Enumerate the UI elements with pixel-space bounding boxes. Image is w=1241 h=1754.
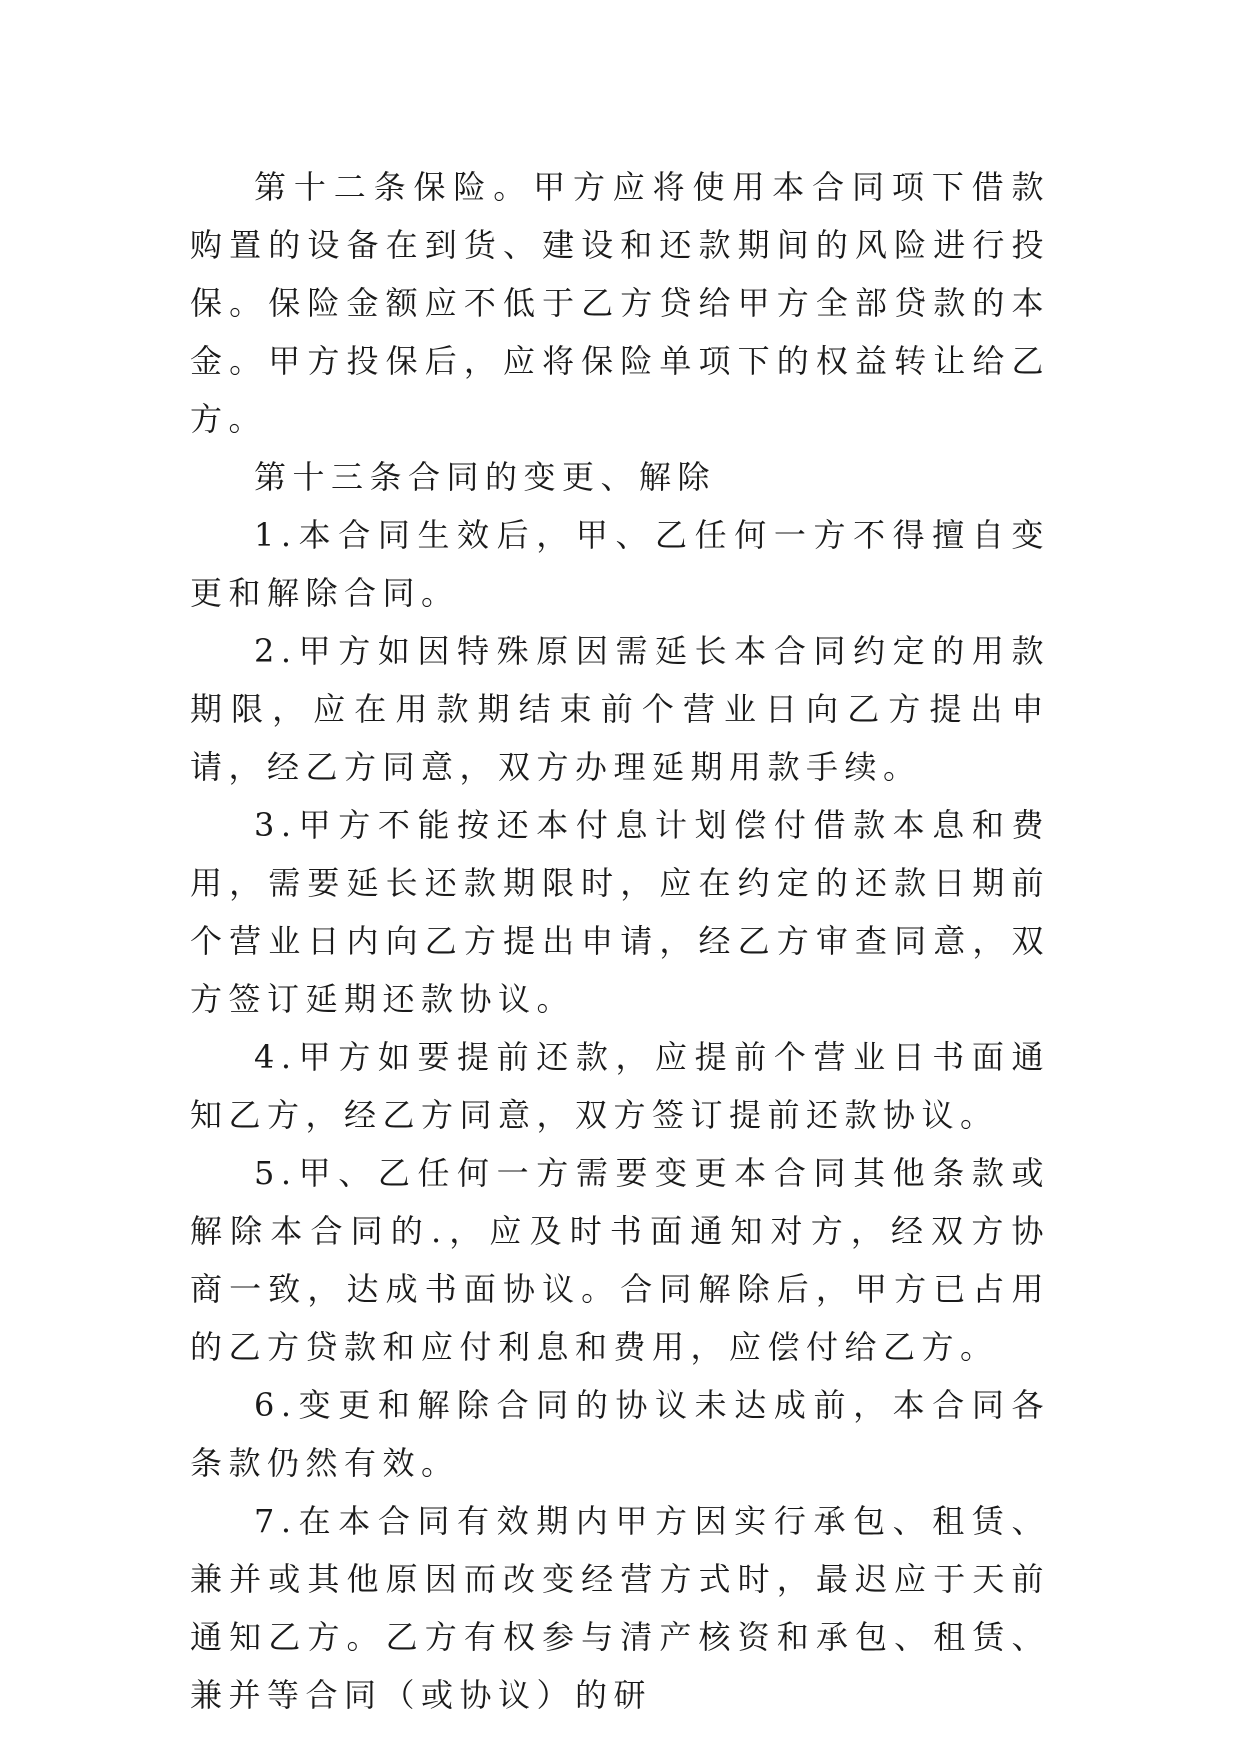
paragraph-clause-5: 5.甲、乙任何一方需要变更本合同其他条款或解除本合同的.，应及时书面通知对方，经双方协商一致，达成书面协议。合同解除后，甲方已占用的乙方贷款和应付利息和费用，应偿付给乙方。 <box>190 1154 1050 1366</box>
paragraph-article-12-insurance: 第十二条保险。甲方应将使用本合同项下借款购置的设备在到货、建设和还款期间的风险进行投保。保险金额应不低于乙方贷给甲方全部贷款的本金。甲方投保后，应将保险单项下的权益转让给乙方。 <box>190 168 1050 438</box>
paragraph-clause-1: 1.本合同生效后，甲、乙任何一方不得擅自变更和解除合同。 <box>190 516 1050 612</box>
paragraph-clause-6: 6.变更和解除合同的协议未达成前，本合同各条款仍然有效。 <box>190 1386 1050 1482</box>
paragraph-article-13-heading: 第十三条合同的变更、解除 <box>254 458 717 496</box>
paragraph-clause-2: 2.甲方如因特殊原因需延长本合同约定的用款期限，应在用款期结束前个营业日向乙方提出申请，经乙方同意，双方办理延期用款手续。 <box>190 632 1050 786</box>
paragraph-clause-7: 7.在本合同有效期内甲方因实行承包、租赁、兼并或其他原因而改变经营方式时，最迟应于天前通知乙方。乙方有权参与清产核资和承包、租赁、兼并等合同（或协议）的研 <box>190 1502 1050 1714</box>
paragraph-clause-4: 4.甲方如要提前还款，应提前个营业日书面通知乙方，经乙方同意，双方签订提前还款协议。 <box>190 1038 1050 1134</box>
paragraph-clause-3: 3.甲方不能按还本付息计划偿付借款本息和费用，需要延长还款期限时，应在约定的还款日期前个营业日内向乙方提出申请，经乙方审查同意，双方签订延期还款协议。 <box>190 806 1050 1018</box>
document-body <box>190 158 1050 1724</box>
